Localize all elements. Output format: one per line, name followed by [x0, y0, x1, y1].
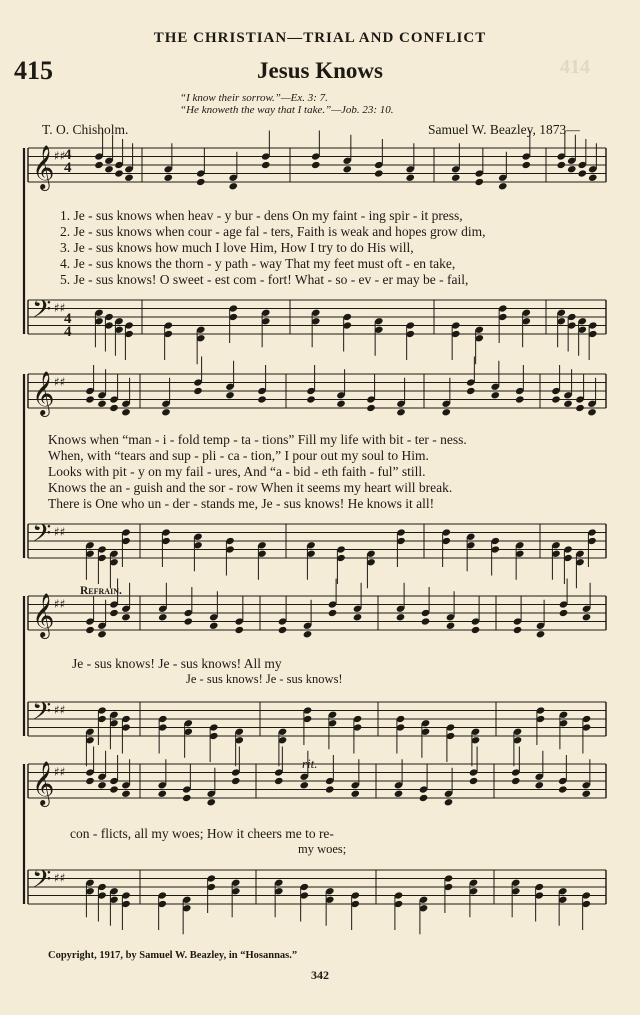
note-head	[182, 794, 192, 802]
note-head	[303, 630, 313, 638]
hymn-number: 415	[14, 56, 53, 85]
note-head	[234, 626, 244, 634]
treble-clef: 𝄞	[32, 761, 55, 805]
note-head	[441, 408, 451, 416]
verse-1-line-1: 1. Je - sus knows when heav - y bur - dens On my faint - ing spir - it press,	[60, 208, 463, 223]
key-signature-sharps: ♯♯	[54, 149, 66, 163]
ritardando-mark: rit.	[302, 756, 318, 771]
note-head	[498, 182, 508, 190]
note-head	[157, 790, 167, 798]
note-head	[114, 169, 124, 177]
note-head	[104, 165, 114, 173]
verse-3-line-2: Looks with pit - y on my fail - ures, And “a - bid - eth faith - ful” still.	[48, 464, 426, 479]
note-head	[575, 404, 585, 412]
refrain-line-1-lyrics: Je - sus knows! Je - sus knows! All my	[72, 656, 282, 671]
note-head	[161, 408, 171, 416]
key-signature-sharps: ♯♯	[54, 703, 66, 717]
note-head	[97, 781, 107, 789]
note-head	[582, 613, 592, 621]
lyricist-credit: T. O. Chisholm.	[42, 122, 129, 137]
note-head	[336, 400, 346, 408]
key-signature-sharps: ♯♯	[54, 525, 66, 539]
bass-clef: 𝄢	[32, 295, 52, 330]
verse-2-line-2: When, with “tears and sup - pli - ca - tion,” I pour out my soul to Him.	[48, 448, 429, 463]
note-head	[306, 395, 316, 403]
note-head	[121, 613, 131, 621]
note-head	[183, 617, 193, 625]
note-head	[121, 790, 131, 798]
note-head	[206, 798, 216, 806]
note-head	[474, 178, 484, 186]
key-signature-sharps: ♯♯	[54, 871, 66, 885]
note-head	[196, 178, 206, 186]
note-head	[231, 777, 241, 785]
note-head	[490, 391, 500, 399]
note-head	[121, 408, 131, 416]
note-head	[228, 182, 238, 190]
note-head	[97, 630, 107, 638]
note-head	[558, 785, 568, 793]
verse-2-line-1: 2. Je - sus knows when cour - age fal - ters, Faith is weak and hopes grow dim,	[60, 224, 486, 239]
note-head	[328, 609, 338, 617]
refrain-line-2-echo: my woes;	[298, 842, 347, 856]
key-signature-sharps: ♯♯	[54, 597, 66, 611]
note-head	[85, 777, 95, 785]
note-head	[444, 798, 454, 806]
bleed-through-number: 414	[560, 56, 590, 78]
verse-5-line-2: There is One who un - der - stands me, Je - sus knows! He knows it all!	[48, 496, 435, 511]
note-head	[581, 790, 591, 798]
note-head	[94, 161, 104, 169]
note-head	[124, 174, 134, 182]
note-head	[209, 622, 219, 630]
key-signature-sharps: ♯♯	[54, 765, 66, 779]
treble-clef: 𝄞	[32, 145, 55, 189]
note-head	[471, 626, 481, 634]
note-head	[225, 391, 235, 399]
note-head	[325, 785, 335, 793]
treble-time-signature: 4 4	[64, 147, 72, 176]
note-head	[588, 174, 598, 182]
composer-credit: Samuel W. Beazley, 1873—	[428, 122, 580, 137]
refrain-line-1-echo: Je - sus knows! Je - sus knows!	[186, 672, 343, 686]
note-head	[374, 169, 384, 177]
note-head	[311, 161, 321, 169]
note-head	[515, 395, 525, 403]
note-head	[396, 613, 406, 621]
note-head	[466, 387, 476, 395]
note-head	[559, 609, 569, 617]
note-head	[299, 781, 309, 789]
note-head	[534, 781, 544, 789]
note-head	[261, 161, 271, 169]
bass-clef: 𝄢	[32, 519, 52, 554]
page-number: 342	[311, 968, 329, 982]
note-head	[419, 794, 429, 802]
note-head	[109, 609, 119, 617]
refrain-line-2-lyrics: con - flicts, all my woes; How it cheers me to re-	[70, 826, 334, 841]
note-head	[451, 174, 461, 182]
verse-4-line-1: 4. Je - sus knows the thorn - y path - way That my feet must oft - en take,	[60, 256, 456, 271]
note-head	[521, 161, 531, 169]
note-head	[563, 400, 573, 408]
note-head	[257, 395, 267, 403]
note-head	[421, 617, 431, 625]
verse-1-line-2: Knows when “man - i - fold temp - ta - tions” Fill my life with bit - ter - ness.	[48, 432, 467, 447]
note-head	[158, 613, 168, 621]
note-head	[193, 387, 203, 395]
note-head	[109, 785, 119, 793]
key-signature-sharps: ♯♯	[54, 375, 66, 389]
note-head	[85, 626, 95, 634]
note-head	[511, 777, 521, 785]
bass-clef: 𝄢	[32, 697, 52, 732]
bass-clef: 𝄢	[32, 865, 52, 900]
note-head	[97, 400, 107, 408]
treble-clef: 𝄞	[32, 371, 55, 415]
note-head	[469, 777, 479, 785]
scripture-reference-1: “I know their sorrow.”—Ex. 3: 7.	[180, 92, 328, 104]
scripture-reference-2: “He knoweth the way that I take.”—Job. 23: 10.	[180, 104, 394, 116]
treble-clef: 𝄞	[32, 593, 55, 637]
note-head	[278, 626, 288, 634]
verse-5-line-1: 5. Je - sus knows! O sweet - est com - fort! What - so - ev - er may be - fail,	[60, 272, 469, 287]
refrain-label: Refrain.	[80, 585, 122, 597]
copyright-notice: Copyright, 1917, by Samuel W. Beazley, in “Hosannas.”	[48, 950, 298, 961]
note-head	[577, 169, 587, 177]
bass-time-signature: 4 4	[64, 311, 72, 340]
note-head	[536, 630, 546, 638]
note-head	[396, 408, 406, 416]
section-title: THE CHRISTIAN—TRIAL AND CONFLICT	[153, 30, 487, 46]
hymn-title: Jesus Knows	[257, 58, 383, 83]
note-head	[350, 790, 360, 798]
note-head	[394, 790, 404, 798]
note-head	[163, 174, 173, 182]
note-head	[353, 613, 363, 621]
note-head	[85, 395, 95, 403]
note-head	[109, 404, 119, 412]
verse-3-line-1: 3. Je - sus knows how much I love Him, How I try to do His will,	[60, 240, 414, 255]
note-head	[513, 626, 523, 634]
note-head	[446, 622, 456, 630]
note-head	[366, 404, 376, 412]
note-head	[274, 777, 284, 785]
note-head	[342, 165, 352, 173]
note-head	[556, 161, 566, 169]
key-signature-sharps: ♯♯	[54, 301, 66, 315]
verse-4-line-2: Knows the an - guish and the sor - row When it seems my heart will break.	[48, 480, 453, 495]
note-head	[567, 165, 577, 173]
note-head	[405, 174, 415, 182]
note-head	[551, 395, 561, 403]
note-head	[587, 408, 597, 416]
